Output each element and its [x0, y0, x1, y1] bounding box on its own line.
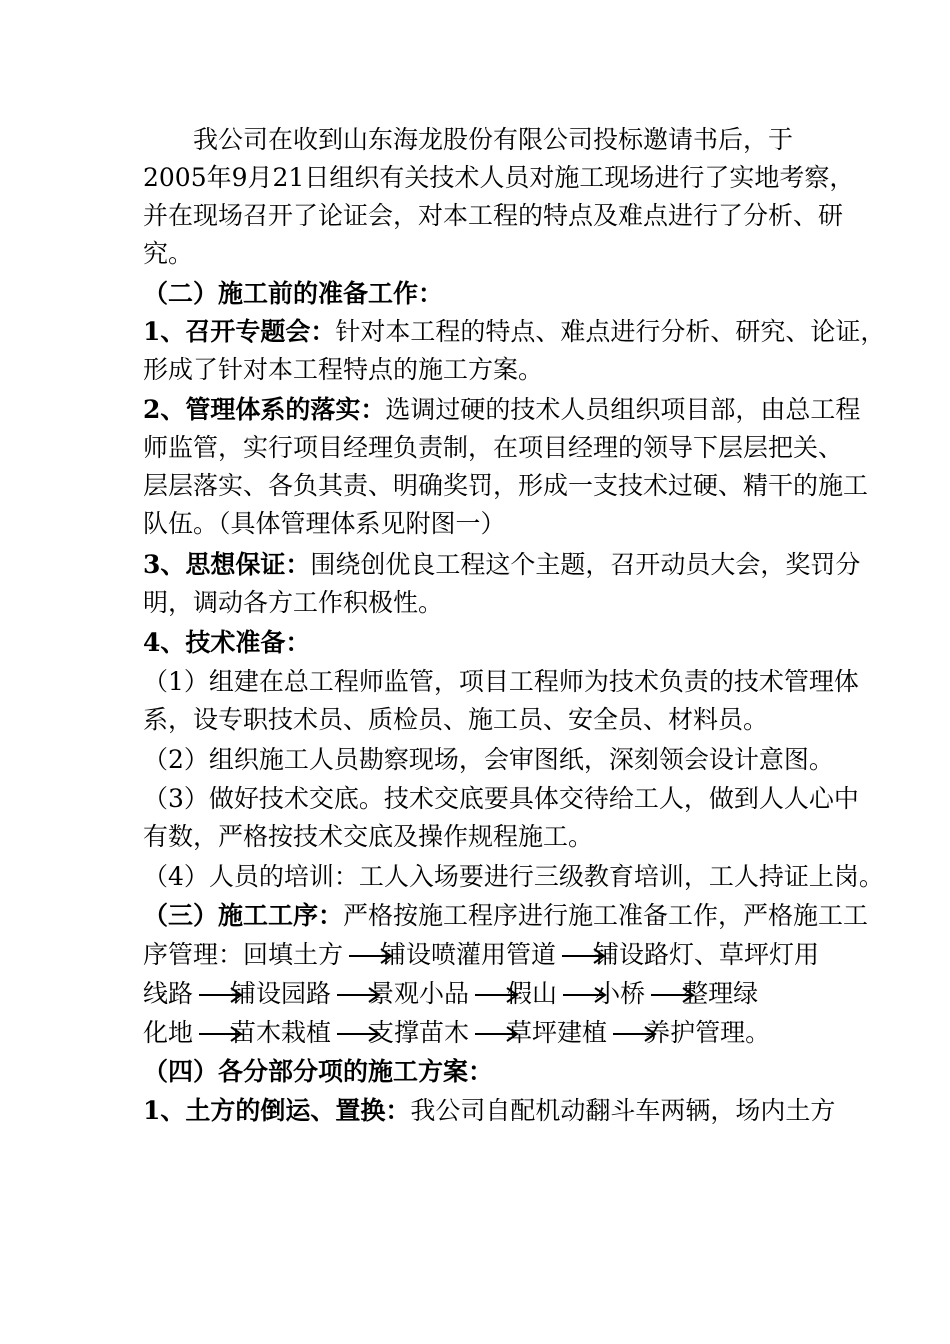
right-arrow-icon [199, 1024, 245, 1044]
process-step: 整理绿 [683, 979, 759, 1008]
item-4-sub-3-line-2: 有数，严格按技术交底及操作规程施工。 [143, 822, 594, 851]
item-4-sub-4: （4）人员的培训：工人入场要进行三级教育培训，工人持证上岗。 [143, 862, 884, 891]
process-step: 景观小品 [369, 979, 470, 1008]
item-2-line-4: 队伍。（具体管理体系见附图一） [143, 509, 506, 538]
right-arrow-icon [651, 985, 697, 1005]
intro-line-4: 究。 [143, 239, 194, 268]
process-line-2 [143, 975, 758, 1013]
item-2-line-2: 师监管，实行项目经理负责制，在项目经理的领导下层层把关、 [143, 433, 844, 462]
section-3-heading: （三）施工工序： [143, 901, 344, 930]
item-1-line-2: 形成了针对本工程特点的施工方案。 [143, 355, 544, 384]
process-step: 草坪建植 [507, 1018, 608, 1047]
item-4-sub-1-line-1: （1）组建在总工程师监管，项目工程师为技术负责的技术管理体 [143, 667, 859, 696]
right-arrow-icon [563, 985, 609, 1005]
process-step: 支撑苗木 [369, 1018, 470, 1047]
item-2-line-3: 层层落实、各负其责、明确奖罚，形成一支技术过硬、精干的施工 [143, 471, 869, 500]
item-2-text: 选调过硬的技术人员组织项目部，由总工程 [385, 395, 861, 424]
process-step: 铺设园路 [231, 979, 332, 1008]
right-arrow-icon [349, 946, 395, 966]
process-prefix: 序管理： [143, 940, 244, 969]
item-4-sub-3-line-1: （3）做好技术交底。技术交底要具体交待给工人，做到人人心中 [143, 784, 859, 813]
intro-line-2: 2005年9月21日组织有关技术人员对施工现场进行了实地考察， [143, 163, 855, 192]
process-step: 化地 [143, 1018, 194, 1047]
item-1-text: 针对本工程的特点、难点进行分析、研究、论证， [335, 317, 886, 346]
process-line-1 [143, 936, 819, 974]
item-2-line-1 [143, 391, 860, 429]
item-2-heading: 2、管理体系的落实： [143, 395, 386, 424]
process-line-3 [143, 1014, 770, 1052]
item-1-heading: 1、召开专题会： [143, 317, 336, 346]
intro-line-3: 并在现场召开了论证会，对本工程的特点及难点进行了分析、研 [143, 201, 844, 230]
section-4-item-1-line-1 [143, 1092, 835, 1130]
process-step: 线路 [143, 979, 194, 1008]
item-4-sub-2: （2）组织施工人员勘察现场，会审图纸，深刻领会设计意图。 [143, 745, 834, 774]
section-3-line-1 [143, 897, 868, 935]
item-3-line-2: 明，调动各方工作积极性。 [143, 588, 444, 617]
process-step: 回填土方 [243, 940, 344, 969]
section-4-item-1-text: 我公司自配机动翻斗车两辆，场内土方 [410, 1096, 836, 1125]
right-arrow-icon [613, 1024, 659, 1044]
item-3-heading: 3、思想保证： [143, 550, 311, 579]
item-1-line-1 [143, 313, 885, 351]
process-step: 养护管理。 [645, 1018, 771, 1047]
section-2-heading: （二）施工前的准备工作： [143, 279, 444, 308]
process-step: 假山 [507, 979, 558, 1008]
process-step: 铺设路灯、草坪灯用 [594, 940, 820, 969]
process-step: 铺设喷灌用管道 [381, 940, 557, 969]
item-4-heading: 4、技术准备： [143, 628, 311, 657]
right-arrow-icon [475, 1024, 521, 1044]
item-3-text: 围绕创优良工程这个主题，召开动员大会，奖罚分 [310, 550, 861, 579]
section-4-heading: （四）各分部分项的施工方案： [143, 1057, 494, 1086]
right-arrow-icon [475, 985, 521, 1005]
process-step: 苗木栽植 [231, 1018, 332, 1047]
item-3-line-1 [143, 546, 860, 584]
item-4-sub-1-line-2: 系，设专职技术员、质检员、施工员、安全员、材料员。 [143, 705, 769, 734]
right-arrow-icon [337, 985, 383, 1005]
section-4-item-1-heading: 1、土方的倒运、置换： [143, 1096, 411, 1125]
section-3-text: 严格按施工程序进行施工准备工作，严格施工工 [343, 901, 869, 930]
right-arrow-icon [562, 946, 608, 966]
right-arrow-icon [199, 985, 245, 1005]
process-step: 小桥 [595, 979, 646, 1008]
intro-line-1: 我公司在收到山东海龙股份有限公司投标邀请书后，于 [193, 125, 794, 154]
right-arrow-icon [337, 1024, 383, 1044]
